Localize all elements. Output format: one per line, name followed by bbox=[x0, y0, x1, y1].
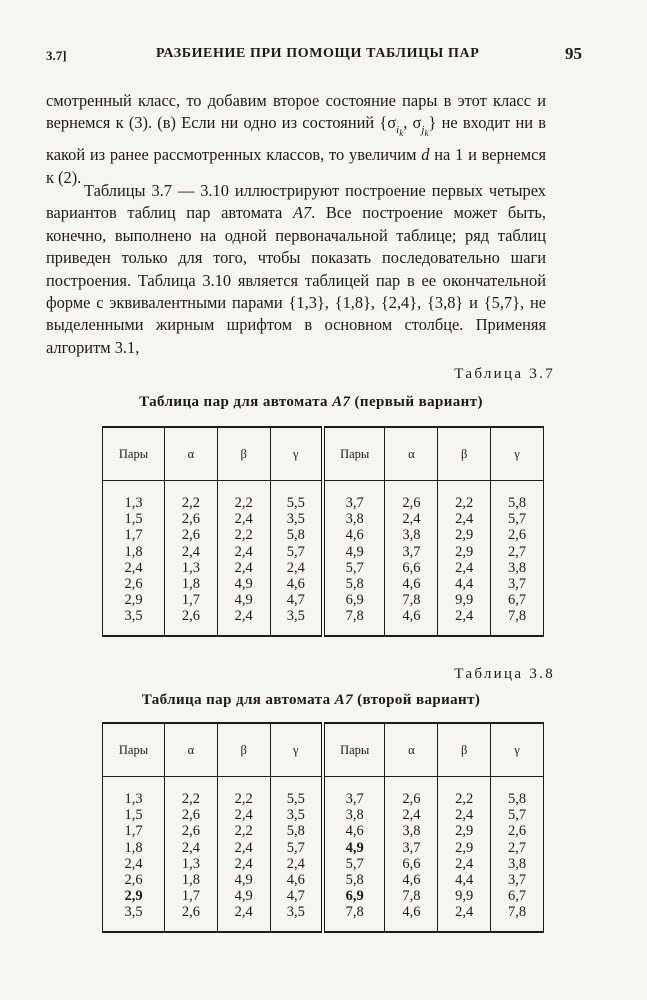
cell-value: 1,3 bbox=[181, 855, 200, 872]
paragraph-tables-description: Таблицы 3.7 — 3.10 иллюстрируют построение первых четырех вариантов таблиц пар автомата A7. Все построение может быть, конечно, выполнено на одной первоначальной таблице; ряд таблиц приведен только для того, чтобы показать последовательно шаги построения. Таблица 3.10 является таблицей пар в ее окончательной форме с эквивалентными парами {1,3}, {1,8}, {2,4}, {3,8} и {5,7}, не выделенными жирным шрифтом в основном столбце. Применяя алгоритм 3.1, bbox=[46, 181, 546, 357]
paragraph-continued: смотренный класс, то добавим второе состояние пары в этот класс и вернемся к (3). (в) Если ни одно из состояний {$\sigma_{i_k}$, $\sigma_{j_k}$} не входит ни в какой из ранее рассмотренных классов, то увеличим d на 1 и вернемся к (2). bbox=[46, 91, 547, 187]
table-3-7-title: Таблица пар для автомата A7 (первый вариант) bbox=[139, 394, 483, 410]
cell-value: 4,9 bbox=[234, 888, 253, 905]
cell-value: 3,7 bbox=[345, 495, 364, 511]
col-header-beta-2: β bbox=[438, 427, 491, 481]
col-alpha bbox=[165, 481, 218, 636]
cell-value: 7,8 bbox=[345, 608, 364, 625]
cell-value: 2,4 bbox=[402, 511, 421, 528]
cell-value: 2,6 bbox=[402, 791, 421, 807]
cell-value: 5,7 bbox=[286, 839, 305, 856]
cell-value: 3,8 bbox=[508, 855, 527, 872]
cell-value: 3,7 bbox=[402, 839, 421, 856]
cell-value: 2,2 bbox=[234, 527, 253, 544]
cell-value: 2,2 bbox=[234, 791, 253, 807]
cell-value: 4,9 bbox=[234, 592, 253, 609]
cell-value: 4,4 bbox=[455, 872, 474, 889]
cell-value: 2,2 bbox=[234, 495, 253, 511]
col-pairs bbox=[103, 481, 165, 636]
col-gamma-2 bbox=[491, 481, 544, 636]
cell-value: 1,8 bbox=[124, 543, 143, 560]
text-line: классов, то увеличим bbox=[266, 145, 422, 165]
col-header-alpha: α bbox=[165, 723, 218, 777]
cell-value: 4,7 bbox=[286, 592, 305, 609]
cell-value: 2,6 bbox=[508, 823, 527, 840]
cell-value: 3,8 bbox=[345, 807, 364, 824]
cell-value: 2,4 bbox=[234, 855, 253, 872]
cell-value: 2,4 bbox=[286, 559, 305, 576]
cell-value: 3,7 bbox=[508, 576, 527, 593]
table-3-7-label: Таблица 3.7 bbox=[454, 366, 555, 382]
cell-value: 2,6 bbox=[181, 511, 200, 528]
col-header-beta: β bbox=[217, 723, 270, 777]
automaton-name: A7 bbox=[292, 203, 312, 223]
cell-value: 2,2 bbox=[234, 823, 253, 840]
cell-value: 9,9 bbox=[455, 592, 474, 609]
cell-value: 4,9 bbox=[234, 576, 253, 593]
col-header-alpha-2: α bbox=[385, 427, 438, 481]
cell-value: 2,6 bbox=[508, 527, 527, 544]
col-pairs-2 bbox=[323, 777, 385, 932]
cell-value: 3,8 bbox=[345, 511, 364, 528]
col-header-gamma: γ bbox=[270, 723, 323, 777]
text-line: класс и вернемся к (3). (в) Если ни одно из состояний bbox=[46, 91, 546, 133]
cell-value: 1,8 bbox=[181, 872, 200, 889]
cell-value: 3,5 bbox=[286, 904, 305, 921]
cell-value: 3,5 bbox=[286, 511, 305, 528]
cell-value: 9,9 bbox=[455, 888, 474, 905]
cell-value: 5,5 bbox=[286, 495, 305, 511]
col-header-gamma-2: γ bbox=[491, 723, 544, 777]
cell-value: 2,4 bbox=[124, 559, 143, 576]
col-gamma-2 bbox=[491, 777, 544, 932]
cell-value: 3,7 bbox=[402, 543, 421, 560]
cell-value: 2,4 bbox=[455, 807, 474, 824]
cell-value: 2,4 bbox=[234, 839, 253, 856]
cell-value: 1,7 bbox=[181, 888, 200, 905]
table-header-row bbox=[103, 427, 544, 481]
cell-value: 2,6 bbox=[124, 576, 143, 593]
table-3-8-label: Таблица 3.8 bbox=[454, 666, 555, 682]
cell-value: 2,6 bbox=[181, 807, 200, 824]
text-line: не входит ни в какой из ранее рассмотренных bbox=[46, 113, 547, 165]
cell-value: 5,8 bbox=[286, 823, 305, 840]
page-number: 95 bbox=[565, 44, 582, 63]
cell-value: 4,9 bbox=[234, 872, 253, 889]
cell-value: 2,9 bbox=[124, 888, 143, 905]
cell-value: 3,5 bbox=[124, 608, 143, 625]
col-beta bbox=[217, 481, 270, 636]
cell-value: 2,2 bbox=[455, 791, 474, 807]
cell-value: 2,6 bbox=[181, 608, 200, 625]
cell-value: 2,6 bbox=[402, 495, 421, 511]
variable-d: d bbox=[421, 145, 430, 165]
cell-value: 2,6 bbox=[181, 527, 200, 544]
cell-value: 2,4 bbox=[234, 608, 253, 625]
col-beta bbox=[217, 777, 270, 932]
cell-value: 4,6 bbox=[286, 576, 305, 593]
cell-value: 4,6 bbox=[402, 872, 421, 889]
cell-value: 4,6 bbox=[402, 904, 421, 921]
col-header-alpha: α bbox=[165, 427, 218, 481]
cell-value: 5,7 bbox=[508, 511, 527, 528]
cell-value: 2,9 bbox=[455, 543, 474, 560]
cell-value: 2,2 bbox=[181, 495, 200, 511]
cell-value: 5,7 bbox=[345, 855, 364, 872]
cell-value: 2,6 bbox=[124, 872, 143, 889]
cell-value: 6,7 bbox=[508, 888, 527, 905]
cell-value: 2,4 bbox=[286, 855, 305, 872]
col-alpha-2 bbox=[385, 481, 438, 636]
cell-value: 4,6 bbox=[286, 872, 305, 889]
cell-value: 2,4 bbox=[124, 855, 143, 872]
cell-value: 1,3 bbox=[124, 495, 143, 511]
cell-value: 7,8 bbox=[402, 888, 421, 905]
col-header-beta: β bbox=[217, 427, 270, 481]
text-line: смотренный класс, то добавим второе состояние пары в этот bbox=[46, 91, 487, 110]
col-header-alpha-2: α bbox=[385, 723, 438, 777]
cell-value: 2,4 bbox=[181, 543, 200, 560]
cell-value: 4,6 bbox=[345, 823, 364, 840]
cell-value: 5,5 bbox=[286, 791, 305, 807]
col-header-pairs-2: Пары bbox=[323, 427, 385, 481]
cell-value: 3,5 bbox=[286, 807, 305, 824]
cell-value: 2,4 bbox=[455, 608, 474, 625]
cell-value: 5,7 bbox=[345, 559, 364, 576]
col-alpha bbox=[165, 777, 218, 932]
cell-value: 1,7 bbox=[181, 592, 200, 609]
cell-value: 2,4 bbox=[402, 807, 421, 824]
cell-value: 5,7 bbox=[286, 543, 305, 560]
cell-value: 2,6 bbox=[181, 823, 200, 840]
cell-value: 1,8 bbox=[181, 576, 200, 593]
cell-value: 2,4 bbox=[234, 511, 253, 528]
col-header-beta-2: β bbox=[438, 723, 491, 777]
pairs-table-second-variant bbox=[102, 722, 544, 933]
cell-value: 2,4 bbox=[455, 855, 474, 872]
cell-value: 2,4 bbox=[234, 904, 253, 921]
cell-value: 3,7 bbox=[345, 791, 364, 807]
cell-value: 6,7 bbox=[508, 592, 527, 609]
cell-value: 2,4 bbox=[455, 559, 474, 576]
cell-value: 2,9 bbox=[455, 839, 474, 856]
cell-value: 4,6 bbox=[402, 608, 421, 625]
cell-value: 1,3 bbox=[124, 791, 143, 807]
cell-value: 3,8 bbox=[508, 559, 527, 576]
running-title: РАЗБИЕНИЕ ПРИ ПОМОЩИ ТАБЛИЦЫ ПАР bbox=[156, 46, 480, 61]
cell-value: 5,7 bbox=[508, 807, 527, 824]
col-gamma bbox=[270, 777, 323, 932]
state-set-formula: {$\sigma_{i_k}$, $\sigma_{j_k}$} bbox=[379, 113, 437, 138]
cell-value: 7,8 bbox=[508, 904, 527, 921]
cell-value: 3,5 bbox=[124, 904, 143, 921]
cell-value: 1,5 bbox=[124, 511, 143, 528]
page-header bbox=[46, 44, 582, 68]
cell-value: 2,7 bbox=[508, 839, 527, 856]
cell-value: 2,9 bbox=[455, 527, 474, 544]
col-header-pairs-2: Пары bbox=[323, 723, 385, 777]
cell-value: 2,4 bbox=[181, 839, 200, 856]
cell-value: 2,2 bbox=[455, 495, 474, 511]
cell-value: 3,5 bbox=[286, 608, 305, 625]
cell-value: 2,7 bbox=[508, 543, 527, 560]
table-body-row bbox=[103, 481, 544, 636]
cell-value: 4,9 bbox=[345, 839, 364, 856]
cell-value: 2,4 bbox=[455, 511, 474, 528]
cell-value: 4,7 bbox=[286, 888, 305, 905]
col-gamma bbox=[270, 481, 323, 636]
cell-value: 1,3 bbox=[181, 559, 200, 576]
cell-value: 4,6 bbox=[402, 576, 421, 593]
col-pairs bbox=[103, 777, 165, 932]
cell-value: 2,9 bbox=[455, 823, 474, 840]
cell-value: 2,4 bbox=[455, 904, 474, 921]
cell-value: 4,9 bbox=[345, 543, 364, 560]
col-beta-2 bbox=[438, 777, 491, 932]
cell-value: 3,7 bbox=[508, 872, 527, 889]
col-header-gamma: γ bbox=[270, 427, 323, 481]
cell-value: 1,5 bbox=[124, 807, 143, 824]
cell-value: 2,9 bbox=[124, 592, 143, 609]
col-alpha-2 bbox=[385, 777, 438, 932]
cell-value: 5,8 bbox=[286, 527, 305, 544]
col-header-gamma-2: γ bbox=[491, 427, 544, 481]
cell-value: 1,7 bbox=[124, 527, 143, 544]
cell-value: 2,2 bbox=[181, 791, 200, 807]
cell-value: 7,8 bbox=[508, 608, 527, 625]
pairs-table-first-variant bbox=[102, 426, 544, 637]
cell-value: 6,9 bbox=[345, 888, 364, 905]
cell-value: 5,8 bbox=[508, 495, 527, 511]
cell-value: 2,4 bbox=[234, 543, 253, 560]
cell-value: 4,4 bbox=[455, 576, 474, 593]
table-3-8-title: Таблица пар для автомата A7 (второй вариант) bbox=[141, 692, 481, 708]
cell-value: 2,4 bbox=[234, 559, 253, 576]
cell-value: 5,8 bbox=[508, 791, 527, 807]
cell-value: 1,8 bbox=[124, 839, 143, 856]
col-header-pairs: Пары bbox=[103, 723, 165, 777]
cell-value: 7,8 bbox=[345, 904, 364, 921]
cell-value: 6,9 bbox=[345, 592, 364, 609]
cell-value: 4,6 bbox=[345, 527, 364, 544]
cell-value: 7,8 bbox=[402, 592, 421, 609]
table-body-row bbox=[103, 777, 544, 932]
col-header-pairs: Пары bbox=[103, 427, 165, 481]
cell-value: 3,8 bbox=[402, 527, 421, 544]
cell-value: 5,8 bbox=[345, 872, 364, 889]
cell-value: 6,6 bbox=[402, 559, 421, 576]
cell-value: 2,6 bbox=[181, 904, 200, 921]
col-pairs-2 bbox=[323, 481, 385, 636]
cell-value: 5,8 bbox=[345, 576, 364, 593]
cell-value: 6,6 bbox=[402, 855, 421, 872]
col-beta-2 bbox=[438, 481, 491, 636]
cell-value: 2,4 bbox=[234, 807, 253, 824]
cell-value: 3,8 bbox=[402, 823, 421, 840]
table-header-row bbox=[103, 723, 544, 777]
cell-value: 1,7 bbox=[124, 823, 143, 840]
section-number: 3.7] bbox=[46, 48, 67, 63]
